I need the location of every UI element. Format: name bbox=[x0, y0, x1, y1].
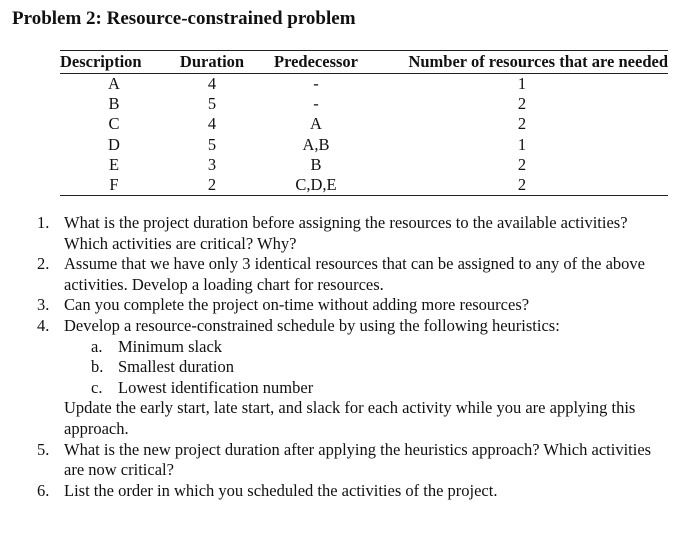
question-4 bbox=[0, 316, 700, 337]
cell-description: B bbox=[108, 94, 120, 114]
heuristic-text: Lowest identification number bbox=[118, 377, 314, 397]
table-row bbox=[60, 74, 668, 95]
question-text: activities. Develop a loading chart for resources. bbox=[64, 274, 384, 294]
question-number: 3. bbox=[37, 295, 50, 315]
cell-resources: 1 bbox=[517, 74, 527, 93]
heuristic-letter: a. bbox=[91, 336, 103, 356]
question-number: 2. bbox=[37, 254, 50, 274]
question-list bbox=[0, 213, 700, 501]
table-row bbox=[60, 94, 668, 114]
cell-description: E bbox=[108, 154, 120, 174]
heuristic-letter: b. bbox=[91, 357, 104, 377]
question-5 bbox=[0, 440, 700, 481]
cell-predecessor: A bbox=[310, 114, 322, 134]
table-header-row bbox=[60, 51, 668, 74]
cell-duration: 3 bbox=[207, 154, 217, 174]
header-resources: Number of resources that are needed bbox=[376, 51, 668, 74]
cell-resources: 2 bbox=[517, 94, 527, 114]
table-row bbox=[60, 155, 668, 175]
cell-description: D bbox=[108, 134, 120, 154]
question-6 bbox=[0, 481, 700, 502]
cell-resources: 2 bbox=[376, 175, 668, 196]
cell-duration: 5 bbox=[207, 94, 217, 114]
question-number: 1. bbox=[37, 213, 50, 232]
cell-duration: 2 bbox=[168, 175, 256, 196]
cell-duration: 4 bbox=[207, 74, 217, 93]
question-text: What is the project duration before assigning the resources to the available activities? bbox=[64, 213, 628, 232]
heuristic-item bbox=[0, 378, 700, 399]
cell-description: A bbox=[108, 74, 120, 93]
cell-description: C bbox=[108, 114, 120, 134]
cell-resources: 2 bbox=[517, 114, 527, 134]
header-predecessor: Predecessor bbox=[256, 51, 376, 74]
problem-title: Problem 2: Resource-constrained problem bbox=[12, 8, 356, 29]
activity-table bbox=[60, 50, 668, 196]
heuristic-text: Minimum slack bbox=[118, 336, 223, 356]
table-row bbox=[60, 135, 668, 155]
cell-resources: 2 bbox=[517, 154, 527, 174]
heuristic-item bbox=[0, 357, 700, 378]
question-number: 4. bbox=[37, 315, 50, 335]
header-description: Description bbox=[60, 51, 168, 74]
heuristic-letter: c. bbox=[91, 377, 103, 397]
heuristic-item bbox=[0, 337, 700, 358]
question-text: What is the new project duration after applying the heuristics approach? Which activities bbox=[64, 439, 652, 459]
question-text: Develop a resource-constrained schedule by using the following heuristics: bbox=[64, 315, 560, 335]
question-text: Update the early start, late start, and slack for each activity while you are applying this bbox=[64, 398, 636, 418]
heuristic-text: Smallest duration bbox=[118, 357, 234, 377]
cell-predecessor: C,D,E bbox=[256, 175, 376, 196]
question-text: are now critical? bbox=[64, 460, 174, 480]
question-text: Can you complete the project on-time without adding more resources? bbox=[64, 295, 530, 315]
cell-predecessor: - bbox=[313, 74, 319, 93]
question-3 bbox=[0, 295, 700, 316]
cell-predecessor: A,B bbox=[302, 134, 330, 154]
cell-predecessor: B bbox=[310, 154, 322, 174]
cell-resources: 1 bbox=[517, 134, 527, 154]
cell-predecessor: - bbox=[313, 94, 319, 114]
question-text: Assume that we have only 3 identical resources that can be assigned to any of the above bbox=[64, 254, 645, 274]
cell-duration: 5 bbox=[207, 134, 217, 154]
header-duration: Duration bbox=[168, 51, 256, 74]
question-2 bbox=[0, 254, 700, 295]
cell-duration: 4 bbox=[207, 114, 217, 134]
question-text: Which activities are critical? Why? bbox=[64, 233, 297, 253]
question-1 bbox=[0, 213, 700, 254]
question-text: List the order in which you scheduled the activities of the project. bbox=[64, 480, 498, 500]
question-number: 6. bbox=[37, 480, 50, 500]
table-row bbox=[60, 175, 668, 196]
question-text: approach. bbox=[64, 418, 129, 438]
question-number: 5. bbox=[37, 439, 50, 459]
cell-description: F bbox=[60, 175, 168, 196]
table-row bbox=[60, 114, 668, 134]
